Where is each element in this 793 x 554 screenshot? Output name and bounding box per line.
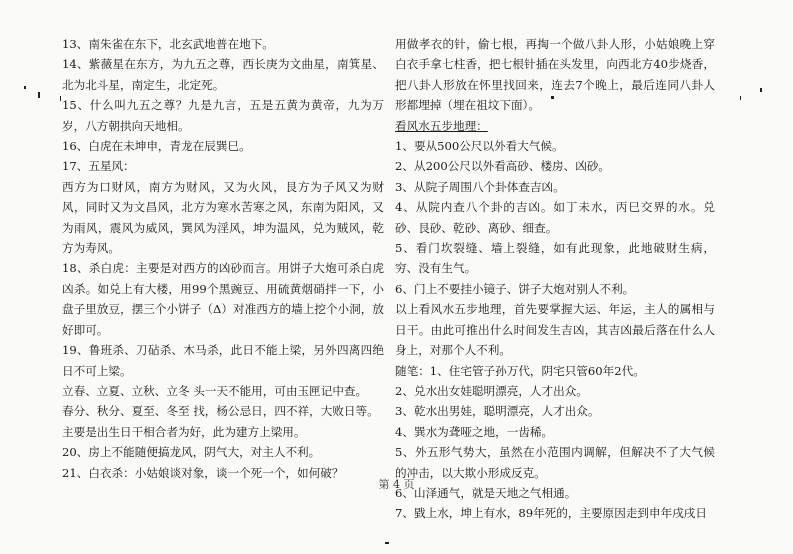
- right-step-6: 6、门上不要挂小镜子、饼子大炮对别人不利。: [395, 281, 635, 296]
- scan-speck: [385, 542, 389, 544]
- scan-speck: [760, 88, 762, 92]
- right-column: [395, 34, 715, 524]
- left-paragraph-19-lichun: 立春、立夏、立秋、立冬 头一天不能用，可由玉匣记中查。: [62, 383, 368, 398]
- left-column: [62, 34, 384, 483]
- page-number: 第 4 页: [378, 478, 415, 491]
- right-notes-4: 4、巽水为聋哑之地，一齿稀。: [395, 424, 554, 439]
- scan-speck: [60, 96, 61, 101]
- left-paragraph-17-heading: 17、五星风：: [62, 159, 135, 174]
- right-heading-five-steps: 看风水五步地理：: [395, 118, 488, 133]
- scan-speck: [551, 96, 554, 99]
- right-step-2: 2、从200公尺以外看高砂、楼房、凶砂。: [395, 159, 611, 174]
- left-paragraph-17-body: 西方为口财风，南方为财风，又为火风，艮方为子风又为财风，同时又为文昌风，北方为寒水苦寒之风，东南为阳风，又为雨风，震风为威风，巽风为淫风，坤为温风，兑为贼风，乾方为寿风。: [62, 179, 384, 256]
- scan-speck: [24, 86, 26, 89]
- right-notes-5: 5、外五形气势大，虽然在小范围内调解，但解决不了大气候的冲击，以大欺小形成反克。: [395, 445, 715, 480]
- right-notes-7: 7、戥上水，坤上有水，89年死的，主要原因走到申年戌戌日: [395, 506, 707, 521]
- left-paragraph-19-note: 主要是出生日干相合者为好，此为建方上梁用。: [62, 424, 306, 439]
- left-paragraph-21: 21、白衣杀：小姑娘谈对象，谈一个死一个，如何破？: [62, 465, 344, 480]
- left-paragraph-19: 19、鲁班杀、刀砧杀、木马杀，此日不能上梁，另外四离四绝日不可上梁。: [62, 343, 384, 378]
- right-paragraph-21-cont: 用做孝衣的针，偷七根，再掏一个做八卦人形，小姑娘晚上穿白衣手拿七柱香，把七根针插在头发里，向西北方40步烧香，把八卦人形放在怀里找回来，连去7个晚上，最后连同八卦人形都埋掉（埋在祖坟下面）。: [395, 37, 715, 113]
- right-notes-6: 6、山泽通气，就是天地之气相通。: [395, 485, 577, 500]
- left-paragraph-19-chunfen: 春分、秋分、夏至、冬至 找，杨公忌日，四不祥，大败日等。: [62, 404, 379, 419]
- right-notes-1: 随笔：1、住宅管子孙万代，阴宅只管60年2代。: [395, 363, 645, 378]
- right-step-3: 3、从院子周围八个卦体查吉凶。: [395, 179, 565, 194]
- right-step-5: 5、看门坎裂缝、墙上裂缝，如有此现象，此地破财生病，穷、没有生气。: [395, 241, 715, 276]
- left-paragraph-16: 16、白虎在未坤申，青龙在辰巽巳。: [62, 139, 251, 154]
- left-paragraph-18: 18、杀白虎：主要是对西方的凶砂而言。用饼子大炮可杀白虎凶杀。如兑上有大楼，用99个黑豌豆、用硫黄烟硝拌一下，小盘子里放豆，摆三个小饼子（Δ）对准西方的墙上挖个小洞，放好即可。: [62, 261, 384, 337]
- left-paragraph-20: 20、房上不能随便搞龙风，阴气大，对主人不利。: [62, 445, 321, 460]
- scan-speck: [740, 96, 741, 100]
- left-paragraph-15: 15、什么叫九五之尊？九是九言，五是五黄为黄帝，九为万岁，八方朝拱向天地相。: [62, 98, 384, 133]
- right-summary: 以上看风水五步地理，首先要掌握大运、年运，主人的属相与日干。由此可推出什么时间发生吉凶，其吉凶最后落在什么人身上，对那个人不利。: [395, 302, 715, 358]
- scan-speck: [38, 92, 40, 98]
- left-paragraph-14: 14、紫薇星在东方，为九五之尊，西长庚为文曲星，南箕星、北为北斗星，南定生，北定死。: [62, 57, 384, 92]
- right-step-1: 1、要从500公尺以外看大气候。: [395, 139, 564, 154]
- left-paragraph-13: 13、南朱雀在东下，北玄武地普在地下。: [62, 37, 274, 51]
- right-notes-3: 3、乾水出男娃，聪明漂亮，人才出众。: [395, 404, 600, 419]
- right-step-4: 4、从院内查八个卦的吉凶。如丁未水，丙巳交界的水。兑砂、艮砂、乾砂、离砂、细查。: [395, 200, 715, 235]
- right-notes-2: 2、兑水出女娃聪明漂亮，人才出众。: [395, 383, 588, 398]
